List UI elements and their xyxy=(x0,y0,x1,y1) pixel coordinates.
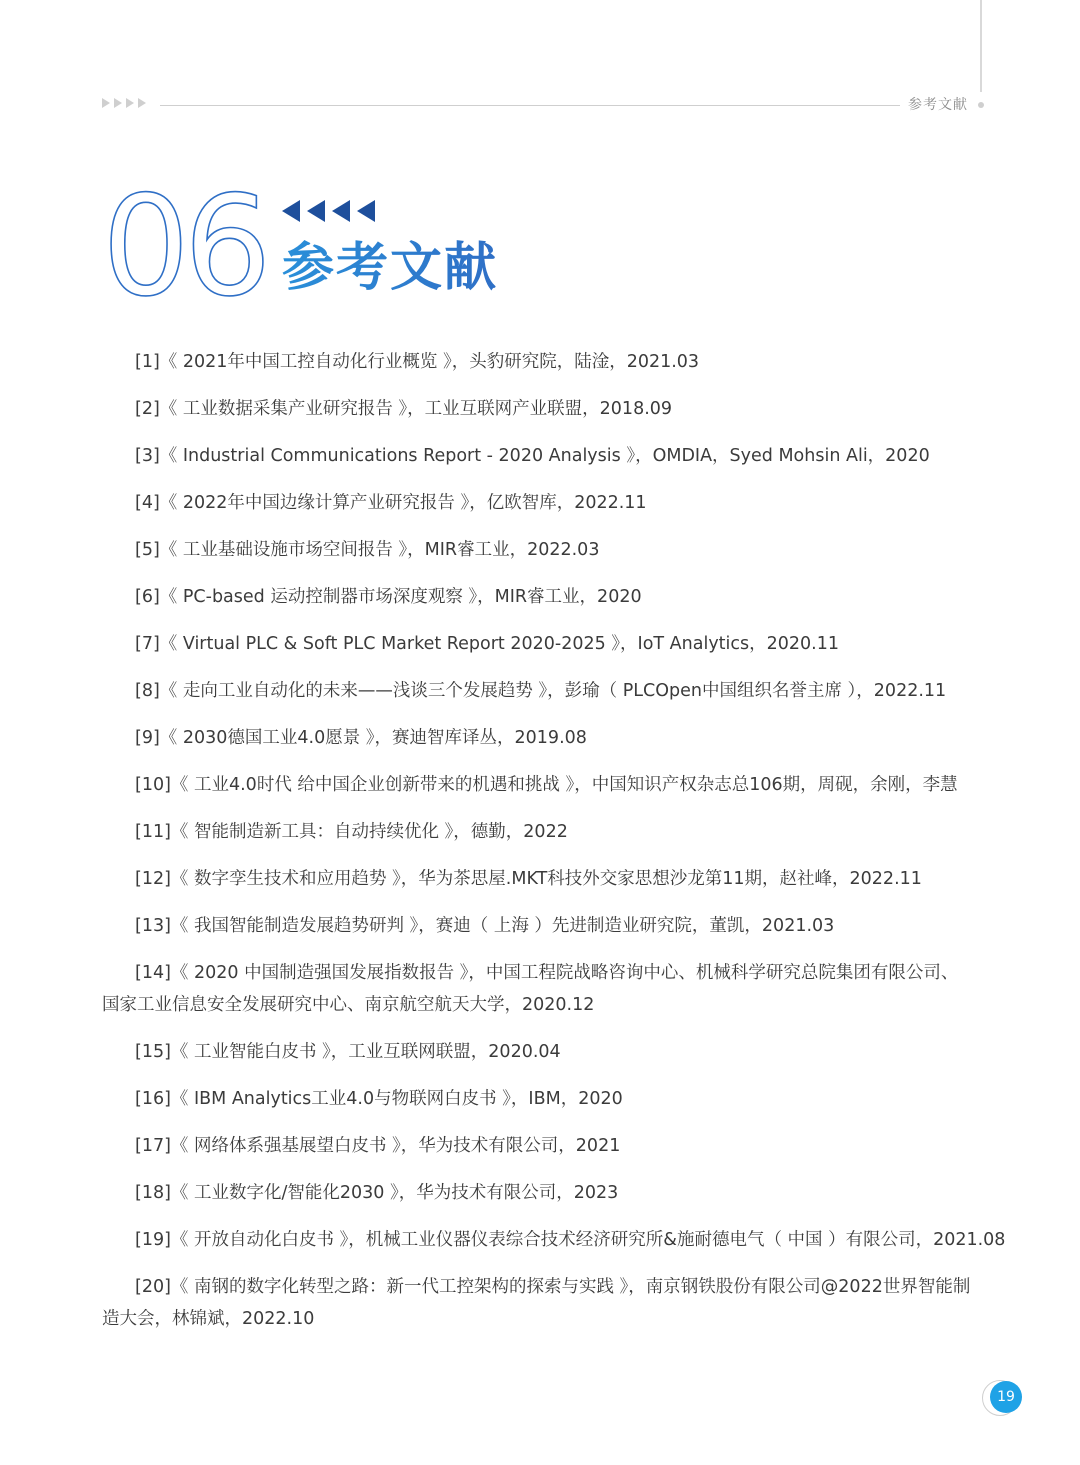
reference-list xyxy=(102,346,1006,1350)
reference-item: [3]《 Industrial Communications Report - 2020 Analysis 》，OMDIA，Syed Mohsin Ali，2020 xyxy=(135,446,930,466)
reference-item: [15]《 工业智能白皮书 》，工业互联网联盟，2020.04 xyxy=(135,1042,561,1062)
reference-item: [4]《 2022年中国边缘计算产业研究报告 》，亿欧智库，2022.11 xyxy=(135,493,647,513)
page-number-badge xyxy=(982,1380,1022,1416)
reference-item: [1]《 2021年中国工控自动化行业概览 》，头豹研究院，陆淦，2021.03 xyxy=(135,352,700,372)
reference-item: [14]《 2020 中国制造强国发展指数报告 》，中国工程院战略咨询中心、机械科学研究总院集团有限公司、国家工业信息安全发展研究中心、南京航空航天大学，2020.12 xyxy=(102,963,959,1015)
reference-item: [7]《 Virtual PLC & Soft PLC Market Report 2020-2025 》，IoT Analytics，2020.11 xyxy=(135,634,840,654)
reference-item: [18]《 工业数字化/智能化2030 》，华为技术有限公司，2023 xyxy=(135,1183,619,1203)
reference-item: [10]《 工业4.0时代 给中国企业创新带来的机遇和挑战 》，中国知识产权杂志总106期，周砚，余刚，李慧 xyxy=(135,775,958,795)
reference-item: [6]《 PC-based 运动控制器市场深度观察 》，MIR睿工业，2020 xyxy=(135,587,642,607)
page-header xyxy=(102,92,990,118)
title-arrows-icon xyxy=(282,200,375,222)
right-margin-rule xyxy=(980,0,982,92)
reference-item: [9]《 2030德国工业4.0愿景 》，赛迪智库译丛，2019.08 xyxy=(135,728,587,748)
header-title: 参考文献 xyxy=(908,97,968,113)
reference-item: [20]《 南钢的数字化转型之路：新一代工控架构的探索与实践 》，南京钢铁股份有限公司@2022世界智能制造大会，林锦斌，2022.10 xyxy=(102,1277,971,1329)
reference-item: [16]《 IBM Analytics工业4.0与物联网白皮书 》，IBM，2020 xyxy=(135,1089,623,1109)
header-dot-icon xyxy=(978,102,984,108)
header-divider xyxy=(160,105,900,106)
section-number-text: 06 xyxy=(102,178,266,308)
section-number xyxy=(100,178,270,308)
reference-item: [11]《 智能制造新工具：自动持续优化 》，德勤，2022 xyxy=(135,822,568,842)
reference-item: [2]《 工业数据采集产业研究报告 》，工业互联网产业联盟，2018.09 xyxy=(135,399,673,419)
reference-item: [12]《 数字孪生技术和应用趋势 》，华为茶思屋.MKT科技外交家思想沙龙第11期，赵社峰，2022.11 xyxy=(135,869,922,889)
reference-item: [13]《 我国智能制造发展趋势研判 》，赛迪（ 上海 ）先进制造业研究院，董凯，2021.03 xyxy=(135,916,835,936)
page-number: 19 xyxy=(990,1381,1022,1413)
header-arrows-icon xyxy=(102,98,146,108)
section-title: 参考文献 xyxy=(282,238,499,298)
reference-item: [17]《 网络体系强基展望白皮书 》，华为技术有限公司，2021 xyxy=(135,1136,621,1156)
reference-item: [19]《 开放自动化白皮书 》，机械工业仪器仪表综合技术经济研究所&施耐德电气（ 中国 ）有限公司，2021.08 xyxy=(135,1230,1006,1250)
reference-item: [8]《 走向工业自动化的未来——浅谈三个发展趋势 》，彭瑜（ PLCOpen中国组织名誉主席 ），2022.11 xyxy=(135,681,947,701)
reference-item: [5]《 工业基础设施市场空间报告 》，MIR睿工业，2022.03 xyxy=(135,540,600,560)
